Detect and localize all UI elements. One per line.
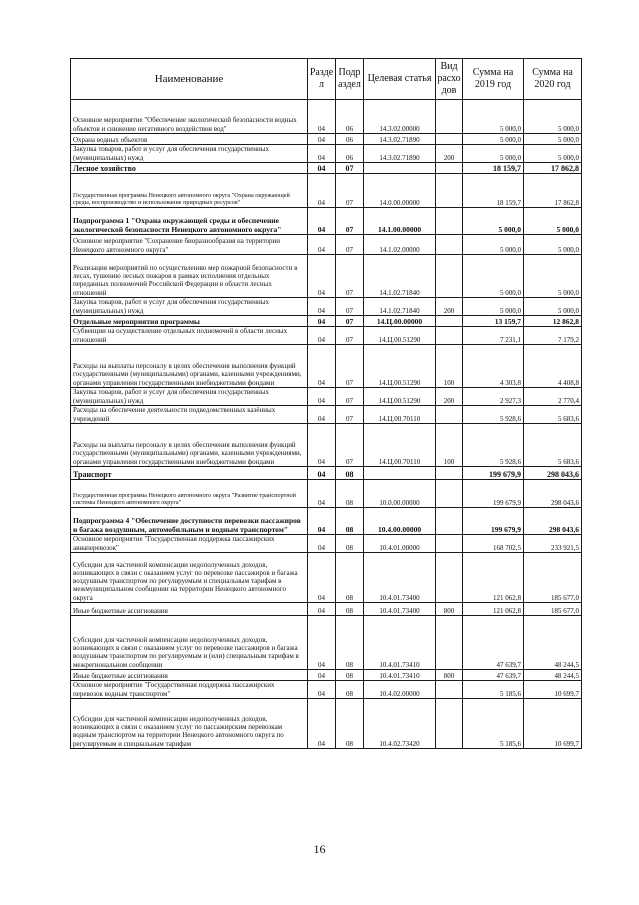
table-row xyxy=(71,603,582,616)
row-expense-type: 200 xyxy=(436,145,463,163)
row-name: Субвенции на осуществление отдельных полномочий в области лесных отношений xyxy=(71,327,308,345)
row-podrazdel: 06 xyxy=(336,134,364,145)
header-sum-2019: Сумма на 2019 год xyxy=(463,59,524,100)
row-podrazdel: 08 xyxy=(336,670,364,681)
row-expense-type: 100 xyxy=(436,345,463,388)
row-sum-2020: 5 000,0 xyxy=(524,255,582,298)
row-podrazdel: 08 xyxy=(336,603,364,616)
table-row xyxy=(71,145,582,163)
row-name: Отдельные мероприятия программы xyxy=(71,316,308,327)
row-razdel: 04 xyxy=(308,145,336,163)
row-name: Реализация мероприятий по осуществлению мер пожарной безопасности в лесах, тушению лесных пожаров в рамках исполнения отдельных переданных полномочий Российской Федерации в области лесных отношений xyxy=(71,255,308,298)
table-row xyxy=(71,467,582,480)
row-razdel: 04 xyxy=(308,467,336,480)
row-sum-2020: 5 000,0 xyxy=(524,100,582,134)
table-row xyxy=(71,535,582,553)
row-expense-type xyxy=(436,699,463,749)
row-target-article: 14.3.02.71890 xyxy=(364,145,436,163)
table-row xyxy=(71,406,582,424)
row-expense-type: 800 xyxy=(436,670,463,681)
row-razdel: 04 xyxy=(308,681,336,699)
row-name: Субсидии для частичной компенсации недополученных доходов, возникающих в связи с оказанием услуг по пассажирским перевозкам водным транспортом на территории Ненецкого автономного округа по регулируемым и специальным тарифам xyxy=(71,699,308,749)
table-row xyxy=(71,327,582,345)
table-row xyxy=(71,424,582,467)
row-name: Основное мероприятие "Государственная поддержка пассажирских авиаперевозок" xyxy=(71,535,308,553)
row-razdel: 04 xyxy=(308,163,336,174)
row-razdel: 04 xyxy=(308,174,336,208)
row-sum-2019: 5 000,0 xyxy=(463,134,524,145)
row-expense-type xyxy=(436,553,463,603)
row-target-article: 10.4.01.73400 xyxy=(364,603,436,616)
row-name: Транспорт xyxy=(71,467,308,480)
row-sum-2019: 5 185,6 xyxy=(463,681,524,699)
page-number: 16 xyxy=(313,842,326,856)
row-razdel: 04 xyxy=(308,134,336,145)
row-sum-2019: 168 702,5 xyxy=(463,535,524,553)
table-row xyxy=(71,616,582,670)
row-podrazdel: 07 xyxy=(336,316,364,327)
table-row xyxy=(71,699,582,749)
row-expense-type: 100 xyxy=(436,424,463,467)
row-sum-2020: 5 000,0 xyxy=(524,145,582,163)
row-target-article: 14.Ц.00.51290 xyxy=(364,345,436,388)
row-podrazdel: 07 xyxy=(336,424,364,467)
row-sum-2020: 5 683,6 xyxy=(524,424,582,467)
row-sum-2020: 7 179,2 xyxy=(524,327,582,345)
row-sum-2020: 298 043,6 xyxy=(524,508,582,535)
table-row xyxy=(71,100,582,134)
row-razdel: 04 xyxy=(308,508,336,535)
table-row xyxy=(71,174,582,208)
table-header-row xyxy=(71,59,582,100)
row-podrazdel: 08 xyxy=(336,553,364,603)
row-target-article: 10.4.02.73420 xyxy=(364,699,436,749)
row-sum-2020: 298 043,6 xyxy=(524,467,582,480)
row-podrazdel: 08 xyxy=(336,467,364,480)
row-sum-2020: 10 699,7 xyxy=(524,681,582,699)
row-razdel: 04 xyxy=(308,345,336,388)
header-expense-type: Вид расхо дов xyxy=(436,59,463,100)
row-razdel: 04 xyxy=(308,255,336,298)
row-sum-2019: 5 185,6 xyxy=(463,699,524,749)
row-sum-2019: 121 062,8 xyxy=(463,553,524,603)
row-razdel: 04 xyxy=(308,535,336,553)
row-target-article: 10.4.00.00000 xyxy=(364,508,436,535)
row-name: Лесное хозяйство xyxy=(71,163,308,174)
row-sum-2020: 2 770,4 xyxy=(524,388,582,406)
row-expense-type xyxy=(436,235,463,255)
row-expense-type xyxy=(436,255,463,298)
row-sum-2020: 48 244,5 xyxy=(524,670,582,681)
row-podrazdel: 08 xyxy=(336,535,364,553)
row-sum-2019: 2 927,3 xyxy=(463,388,524,406)
row-expense-type xyxy=(436,480,463,508)
row-name: Основное мероприятие "Государственная поддержка пассажирских перевозок водным транспортом" xyxy=(71,681,308,699)
row-name: Субсидии для частичной компенсации недополученных доходов, возникающих в связи с оказанием услуг по перевозке пассажиров и багажа воздушным транспортом по регулируемым и (или) специальным тарифам в межрегиональном сообщении xyxy=(71,616,308,670)
row-name: Расходы на выплаты персоналу в целях обеспечения выполнения функций государственными (муниципальными) органами, казенными учреждениями, органами управления государственными внебюджетными фондами xyxy=(71,345,308,388)
row-razdel: 04 xyxy=(308,616,336,670)
row-target-article: 14.Ц.00.51290 xyxy=(364,327,436,345)
row-target-article: 10.4.01.73410 xyxy=(364,616,436,670)
row-sum-2019: 4 303,8 xyxy=(463,345,524,388)
row-razdel: 04 xyxy=(308,316,336,327)
table-row xyxy=(71,163,582,174)
row-podrazdel: 07 xyxy=(336,255,364,298)
row-expense-type xyxy=(436,134,463,145)
row-sum-2020: 5 683,6 xyxy=(524,406,582,424)
row-razdel: 04 xyxy=(308,603,336,616)
table-row xyxy=(71,208,582,235)
table-row xyxy=(71,255,582,298)
row-name: Иные бюджетные ассигнования xyxy=(71,603,308,616)
row-target-article xyxy=(364,163,436,174)
row-target-article: 14.1.02.71840 xyxy=(364,298,436,316)
row-razdel: 04 xyxy=(308,388,336,406)
table-row xyxy=(71,553,582,603)
row-name: Расходы на обеспечение деятельности подведомственных казённых учреждений xyxy=(71,406,308,424)
row-podrazdel: 07 xyxy=(336,298,364,316)
row-podrazdel: 07 xyxy=(336,163,364,174)
row-podrazdel: 08 xyxy=(336,681,364,699)
row-sum-2019: 5 000,0 xyxy=(463,235,524,255)
header-razdel: Разде л xyxy=(308,59,336,100)
row-sum-2019: 5 000,0 xyxy=(463,145,524,163)
row-expense-type xyxy=(436,467,463,480)
row-target-article: 14.3.02.71890 xyxy=(364,134,436,145)
row-sum-2019: 5 000,0 xyxy=(463,208,524,235)
row-expense-type xyxy=(436,174,463,208)
row-sum-2020: 17 862,8 xyxy=(524,163,582,174)
row-target-article: 10.4.01.73400 xyxy=(364,553,436,603)
row-target-article: 14.Ц.00.70110 xyxy=(364,406,436,424)
row-target-article: 10.4.02.00000 xyxy=(364,681,436,699)
row-target-article: 14.1.02.00000 xyxy=(364,235,436,255)
row-expense-type xyxy=(436,535,463,553)
row-sum-2020: 17 862,8 xyxy=(524,174,582,208)
row-podrazdel: 06 xyxy=(336,100,364,134)
row-razdel: 04 xyxy=(308,100,336,134)
row-sum-2019: 199 679,9 xyxy=(463,480,524,508)
row-podrazdel: 08 xyxy=(336,616,364,670)
row-razdel: 04 xyxy=(308,480,336,508)
row-name: Закупка товаров, работ и услуг для обеспечения государственных (муниципальных) нужд xyxy=(71,145,308,163)
row-target-article: 10.4.01.00000 xyxy=(364,535,436,553)
row-expense-type xyxy=(436,208,463,235)
row-podrazdel: 06 xyxy=(336,145,364,163)
row-target-article: 10.0.00.00000 xyxy=(364,480,436,508)
row-name: Государственная программа Ненецкого автономного округа "Развитие транспортной системы Ненецкого автономного округа" xyxy=(71,480,308,508)
row-sum-2019: 199 679,9 xyxy=(463,467,524,480)
row-target-article: 14.Ц.00.00000 xyxy=(364,316,436,327)
row-sum-2019: 18 159,7 xyxy=(463,174,524,208)
row-podrazdel: 08 xyxy=(336,508,364,535)
row-sum-2020: 12 862,8 xyxy=(524,316,582,327)
table-row xyxy=(71,388,582,406)
row-name: Закупка товаров, работ и услуг для обеспечения государственных (муниципальных) нужд xyxy=(71,298,308,316)
row-podrazdel: 07 xyxy=(336,208,364,235)
row-sum-2019: 199 679,9 xyxy=(463,508,524,535)
row-podrazdel: 07 xyxy=(336,327,364,345)
row-sum-2020: 185 677,0 xyxy=(524,553,582,603)
row-sum-2020: 185 677,0 xyxy=(524,603,582,616)
row-razdel: 04 xyxy=(308,327,336,345)
row-expense-type xyxy=(436,616,463,670)
row-name: Основное мероприятие "Обеспечение экологической безопасности водных объектов и снижение негативного воздействия вод" xyxy=(71,100,308,134)
table-row xyxy=(71,316,582,327)
row-sum-2020: 5 000,0 xyxy=(524,134,582,145)
row-expense-type xyxy=(436,100,463,134)
row-sum-2019: 5 000,0 xyxy=(463,255,524,298)
row-sum-2020: 5 000,0 xyxy=(524,235,582,255)
row-razdel: 04 xyxy=(308,699,336,749)
table-row xyxy=(71,345,582,388)
row-podrazdel: 07 xyxy=(336,174,364,208)
header-target-article: Целевая статья xyxy=(364,59,436,100)
row-podrazdel: 07 xyxy=(336,388,364,406)
row-sum-2020: 4 408,8 xyxy=(524,345,582,388)
row-sum-2019: 47 639,7 xyxy=(463,670,524,681)
header-sum-2020: Сумма на 2020 год xyxy=(524,59,582,100)
row-razdel: 04 xyxy=(308,208,336,235)
row-expense-type: 200 xyxy=(436,388,463,406)
row-sum-2019: 5 928,6 xyxy=(463,406,524,424)
row-name: Основное мероприятие "Сохранение биоразнообразия на территории Ненецкого автономного округа" xyxy=(71,235,308,255)
row-expense-type: 200 xyxy=(436,298,463,316)
row-sum-2019: 47 639,7 xyxy=(463,616,524,670)
row-expense-type xyxy=(436,163,463,174)
row-razdel: 04 xyxy=(308,298,336,316)
row-name: Государственная программа Ненецкого автономного округа "Охрана окружающей среды, воспроизводство и использование природных ресурсов" xyxy=(71,174,308,208)
row-sum-2020: 48 244,5 xyxy=(524,616,582,670)
table-row xyxy=(71,235,582,255)
row-sum-2019: 5 928,6 xyxy=(463,424,524,467)
row-target-article: 14.Ц.00.70110 xyxy=(364,424,436,467)
row-razdel: 04 xyxy=(308,553,336,603)
table-row xyxy=(71,681,582,699)
row-razdel: 04 xyxy=(308,406,336,424)
table-row xyxy=(71,508,582,535)
row-podrazdel: 07 xyxy=(336,345,364,388)
row-razdel: 04 xyxy=(308,424,336,467)
row-podrazdel: 07 xyxy=(336,235,364,255)
row-podrazdel: 07 xyxy=(336,406,364,424)
row-target-article xyxy=(364,467,436,480)
row-podrazdel: 08 xyxy=(336,699,364,749)
budget-table xyxy=(70,58,582,749)
row-expense-type xyxy=(436,681,463,699)
row-name: Закупка товаров, работ и услуг для обеспечения государственных (муниципальных) нужд xyxy=(71,388,308,406)
row-podrazdel: 08 xyxy=(336,480,364,508)
row-target-article: 14.1.00.00000 xyxy=(364,208,436,235)
table-row xyxy=(71,480,582,508)
row-target-article: 10.4.01.73410 xyxy=(364,670,436,681)
row-sum-2019: 7 231,1 xyxy=(463,327,524,345)
row-name: Охрана водных объектов xyxy=(71,134,308,145)
row-sum-2020: 5 000,0 xyxy=(524,208,582,235)
row-target-article: 14.0.00.00000 xyxy=(364,174,436,208)
row-target-article: 14.Ц.00.51290 xyxy=(364,388,436,406)
row-target-article: 14.3.02.00000 xyxy=(364,100,436,134)
row-sum-2020: 298 043,6 xyxy=(524,480,582,508)
row-sum-2019: 13 159,7 xyxy=(463,316,524,327)
row-name: Субсидии для частичной компенсации недополученных доходов, возникающих в связи с оказанием услуг по перевозке пассажиров и багажа воздушным транспортом по регулируемым и специальным тарифам в межмуниципальном сообщении на территории Ненецкого автономного округа xyxy=(71,553,308,603)
row-sum-2019: 5 000,0 xyxy=(463,298,524,316)
row-expense-type xyxy=(436,406,463,424)
row-name: Расходы на выплаты персоналу в целях обеспечения выполнения функций государственными (муниципальными) органами, казенными учреждениями, органами управления государственными внебюджетными фондами xyxy=(71,424,308,467)
row-sum-2020: 10 699,7 xyxy=(524,699,582,749)
header-name: Наименование xyxy=(71,59,308,100)
row-expense-type xyxy=(436,327,463,345)
row-sum-2019: 5 000,0 xyxy=(463,100,524,134)
row-target-article: 14.1.02.71840 xyxy=(364,255,436,298)
table-row xyxy=(71,134,582,145)
row-name: Подпрограмма 1 "Охрана окружающей среды и обеспечение экологической безопасности Ненецкого автономного округа" xyxy=(71,208,308,235)
row-sum-2020: 233 921,5 xyxy=(524,535,582,553)
row-razdel: 04 xyxy=(308,670,336,681)
row-expense-type: 800 xyxy=(436,603,463,616)
row-name: Подпрограмма 4 "Обеспечение доступности перевозки пассажиров и багажа воздушным, автомобильным и водным транспортом" xyxy=(71,508,308,535)
row-sum-2019: 121 062,8 xyxy=(463,603,524,616)
row-expense-type xyxy=(436,316,463,327)
header-podrazdel: Подр аздел xyxy=(336,59,364,100)
row-sum-2019: 18 159,7 xyxy=(463,163,524,174)
row-expense-type xyxy=(436,508,463,535)
row-name: Иные бюджетные ассигнования xyxy=(71,670,308,681)
row-razdel: 04 xyxy=(308,235,336,255)
table-row xyxy=(71,298,582,316)
table-row xyxy=(71,670,582,681)
row-sum-2020: 5 000,0 xyxy=(524,298,582,316)
